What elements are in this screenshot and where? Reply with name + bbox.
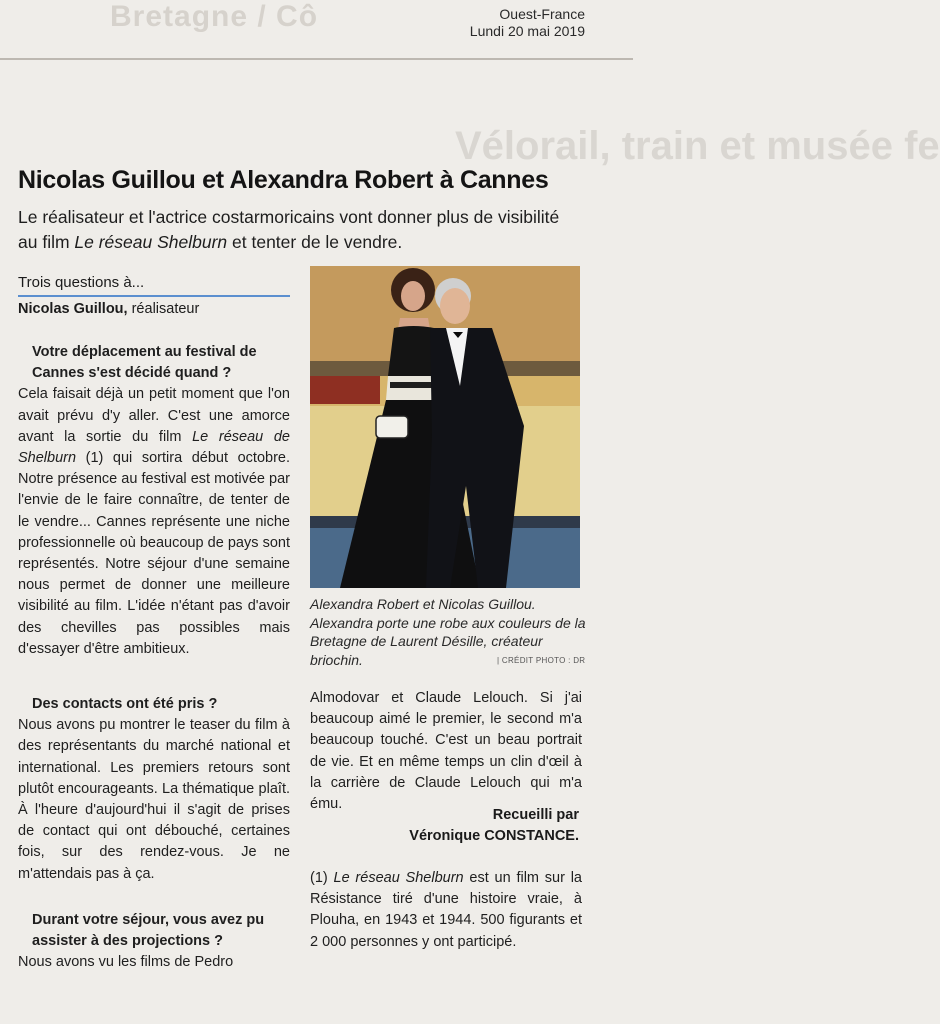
masthead: [470, 6, 585, 40]
publication-date: Lundi 20 mai 2019: [469, 23, 585, 39]
question-answer-1: [18, 342, 290, 660]
answer-3-start: Nous avons vu les films de Pedro: [18, 954, 234, 971]
newspaper-name: Ouest-France: [499, 6, 585, 22]
signature-line-2: Véronique CONSTANCE.: [409, 828, 579, 844]
question-answer-3: [18, 910, 290, 974]
article-photo: [310, 266, 580, 588]
footnote: (1) Le réseau Shelburn est un film sur la Résistance tiré d'une histoire vraie, à Plouha, en 1943 et 1944. 500 figurants et 2 000 personnes y ont participé.: [310, 870, 583, 950]
question-3: Durant votre séjour, vous avez pu assister à des projections ?: [32, 912, 265, 950]
question-1: Votre déplacement au festival de Cannes s'est décidé quand ?: [32, 344, 257, 382]
interviewee: Nicolas Guillou, réalisateur: [18, 301, 200, 317]
ghost-neighbor-headline: Vélorail, train et musée fe: [455, 124, 940, 168]
answer-3-continued: Almodovar et Claude Lelouch. Si j'ai beaucoup aimé le premier, le second m'a beaucoup touché. C'est un beau portrait de vie. Et en même temps un clin d'œil à la carrière de Claude Lelouch qui m'a ému.: [310, 690, 582, 813]
interview-box-title: Trois questions à...: [18, 274, 290, 297]
question-2: Des contacts ont été pris ?: [32, 696, 218, 712]
photo-credit: | CRÉDIT PHOTO : DR: [497, 656, 586, 665]
question-answer-2: [18, 694, 290, 885]
answer-2: Nous avons pu montrer le teaser du film à des représentants du marché national et international. Les premiers retours sont plutôt encourageants. La thématique plaît. À l'heure d'aujourd'hui il s'agit de prises de contact qui ont débouché, certaines fois, sur des rendez-vous. Je ne m'attendais pas à ça.: [18, 717, 290, 882]
article-lead: Le réalisateur et l'actrice costarmoricains vont donner plus de visibilité au film Le réseau Shelburn et tenter de le vendre.: [18, 207, 560, 252]
page-rule: [0, 58, 633, 60]
signature-line-1: Recueilli par: [492, 807, 579, 823]
article-title: Nicolas Guillou et Alexandra Robert à Cannes: [18, 166, 549, 194]
photo-caption: Alexandra Robert et Nicolas Guillou. Alexandra porte une robe aux couleurs de la Bretagne de Laurent Désille, créateur briochin.: [310, 596, 586, 668]
ghost-section-header: Bretagne / Cô: [110, 0, 319, 33]
answer-1: Cela faisait déjà un petit moment que l'on avait prévu d'y aller. C'est une amorce avant la sortie du film Le réseau de Shelburn (1) qui sortira début octobre. Notre présence au festival est motivée par l'envie de le faire connaître, de tenter de le vendre... Cannes représente une niche professionnelle où beaucoup de pays sont représentés. Notre séjour d'une semaine nous permet de donner une meilleure visibilité au film. L'idée n'étant pas d'avoir des chevilles pas possibles mais d'essayer d'être ambitieux.: [18, 386, 290, 657]
